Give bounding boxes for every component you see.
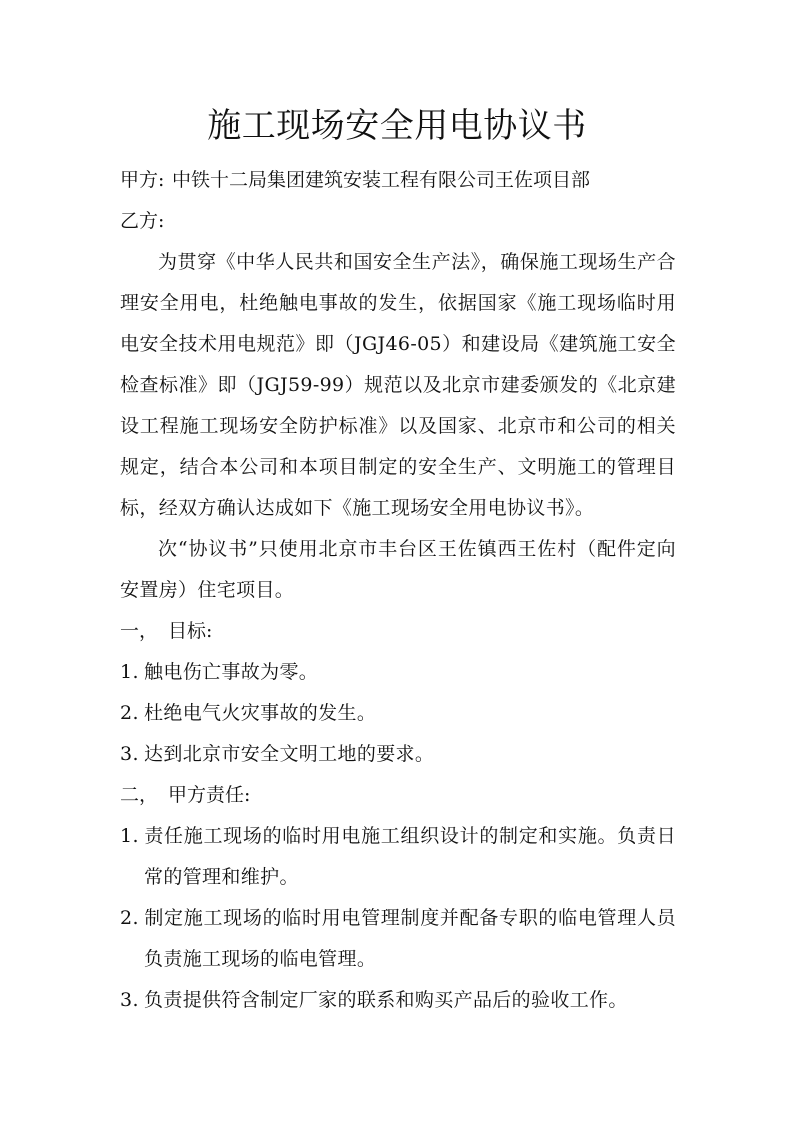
section-1-title: 目标: xyxy=(168,620,213,642)
party-b-label: 乙方: xyxy=(120,210,165,232)
section-1-item-3 xyxy=(120,734,676,775)
section-2-heading xyxy=(120,775,676,816)
section-1-heading xyxy=(120,611,676,652)
section-1-number: 一， xyxy=(120,620,159,642)
document-body xyxy=(120,160,676,1021)
section-1-item-3-number: 3. xyxy=(120,743,139,765)
section-1-item-2-number: 2. xyxy=(120,702,139,724)
intro-paragraph: 为贯穿《中华人民共和国安全生产法》，确保施工现场生产合理安全用电，杜绝触电事故的发生，依据国家《施工现场临时用电安全技术用电规范》即（JGJ46-05）和建设局《建筑施工安全检查标准》即（JGJ59-99）规范以及北京市建委颁发的《北京建设工程施工现场安全防护标准》以及国家、北京市和公司的相关规定，结合本公司和本项目制定的安全生产、文明施工的管理目标，经双方确认达成如下《施工现场安全用电协议书》。 xyxy=(120,251,676,519)
section-1-item-2 xyxy=(120,693,676,734)
section-2-number: 二， xyxy=(120,784,159,806)
section-2-item-3-text: 负责提供符含制定厂家的联系和购买产品后的验收工作。 xyxy=(144,989,628,1011)
party-b-line xyxy=(120,201,676,242)
party-a-label: 甲方: xyxy=(120,169,165,191)
section-2-item-1-text: 责任施工现场的临时用电施工组织设计的制定和实施。负责日常的管理和维护。 xyxy=(144,825,676,888)
section-1-item-1-text: 触电伤亡事故为零。 xyxy=(144,661,319,683)
document-title: 施工现场安全用电协议书 xyxy=(207,106,587,146)
section-2-item-1 xyxy=(120,816,676,898)
scope-paragraph: 次“协议书”只使用北京市丰台区王佐镇西王佐村（配件定向安置房）住宅项目。 xyxy=(120,538,676,601)
section-2-item-1-number: 1. xyxy=(120,825,139,847)
section-1-item-1-number: 1. xyxy=(120,661,139,683)
section-2-title: 甲方责任: xyxy=(168,784,251,806)
party-a-name: 中铁十二局集团建筑安装工程有限公司王佐项目部 xyxy=(172,169,591,191)
section-2-item-3-number: 3. xyxy=(120,989,139,1011)
section-1-item-3-text: 达到北京市安全文明工地的要求。 xyxy=(144,743,435,765)
party-a-line xyxy=(120,160,676,201)
section-2-item-2-number: 2. xyxy=(120,907,139,929)
section-1-item-2-text: 杜绝电气火灾事故的发生。 xyxy=(144,702,377,724)
section-2-item-3 xyxy=(120,980,676,1021)
section-2-item-2 xyxy=(120,898,676,980)
section-1-item-1 xyxy=(120,652,676,693)
section-2-item-2-text: 制定施工现场的临时用电管理制度并配备专职的临电管理人员负责施工现场的临电管理。 xyxy=(144,907,676,970)
